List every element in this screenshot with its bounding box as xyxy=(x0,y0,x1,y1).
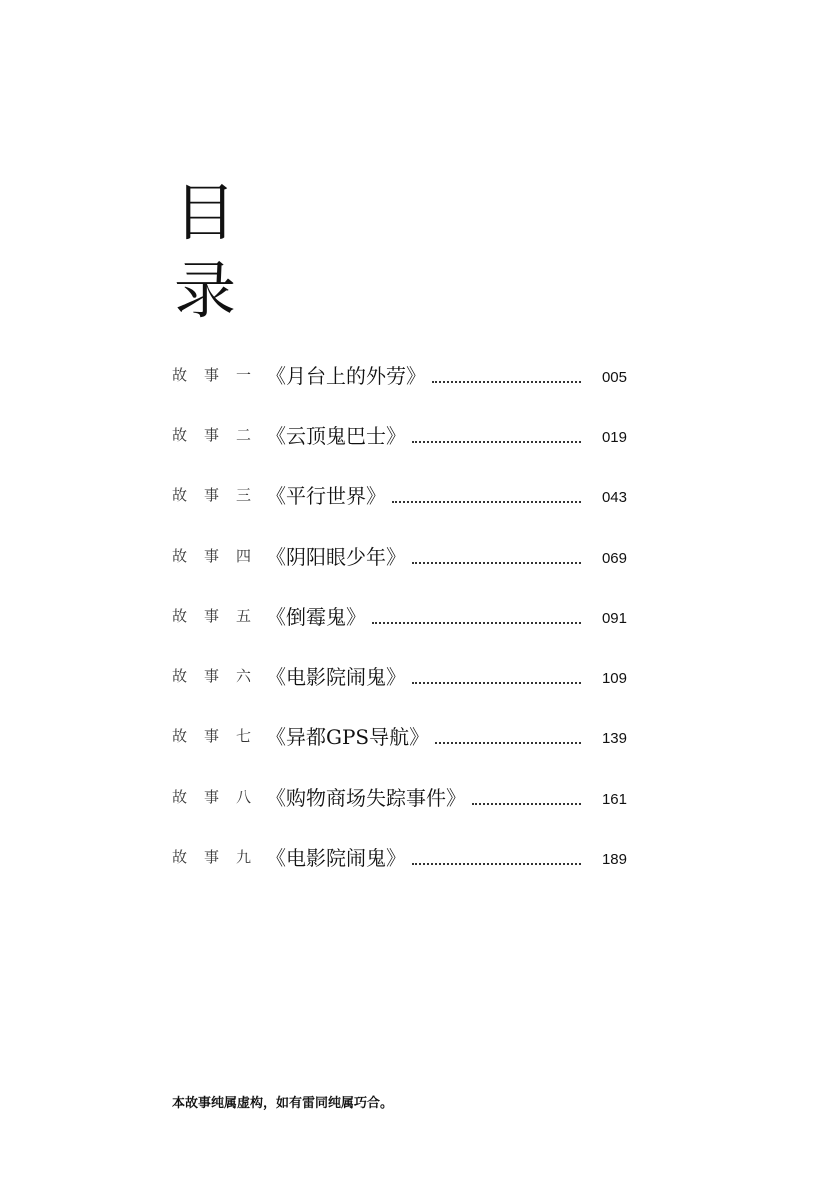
toc-entry[interactable] xyxy=(172,465,627,525)
story-label-char: 八 xyxy=(236,787,252,806)
story-number xyxy=(172,665,268,686)
story-label-char: 五 xyxy=(236,606,252,625)
story-label-char: 故 xyxy=(172,425,188,444)
story-label-char: 六 xyxy=(236,667,252,686)
page-number: 043 xyxy=(601,489,627,507)
story-label-char: 故 xyxy=(172,365,188,384)
story-label-char: 四 xyxy=(236,546,252,565)
story-label-char: 事 xyxy=(204,787,220,806)
story-number xyxy=(172,605,268,626)
story-title: 《购物商场失踪事件》 xyxy=(266,785,466,810)
story-label-char: 一 xyxy=(236,365,252,384)
toc-entry[interactable] xyxy=(172,344,627,404)
disclaimer-footnote: 本故事纯属虚构，如有雷同纯属巧合。 xyxy=(172,1096,394,1111)
story-label-char: 故 xyxy=(172,546,188,565)
story-label-char: 七 xyxy=(236,727,252,746)
dot-leader xyxy=(392,500,581,503)
story-number xyxy=(172,725,268,746)
story-title: 《电影院闹鬼》 xyxy=(266,665,406,690)
story-title: 《云顶鬼巴士》 xyxy=(266,423,406,448)
toc-entry[interactable] xyxy=(172,585,627,645)
story-label-char: 故 xyxy=(172,787,188,806)
dot-leader xyxy=(372,621,581,624)
story-label-char: 事 xyxy=(204,425,220,444)
story-label-char: 二 xyxy=(236,425,252,444)
story-label-char: 故 xyxy=(172,606,188,625)
story-label-char: 事 xyxy=(204,546,220,565)
story-title: 《平行世界》 xyxy=(266,484,386,509)
dot-leader xyxy=(472,802,581,805)
toc-entry[interactable] xyxy=(172,645,627,705)
story-title: 《阴阳眼少年》 xyxy=(266,544,406,569)
story-title: 《异都GPS导航》 xyxy=(266,725,430,750)
story-number xyxy=(172,484,268,505)
story-label-char: 故 xyxy=(172,486,188,505)
page-number: 161 xyxy=(601,790,627,808)
story-number xyxy=(172,424,268,445)
page-number: 139 xyxy=(601,730,627,748)
story-label-char: 事 xyxy=(204,606,220,625)
story-title: 《倒霉鬼》 xyxy=(266,604,366,629)
story-label-char: 九 xyxy=(236,848,252,867)
toc-entry[interactable] xyxy=(172,706,627,766)
story-number xyxy=(172,545,268,566)
story-number xyxy=(172,364,268,385)
toc-entry[interactable] xyxy=(172,525,627,585)
dot-leader xyxy=(435,741,581,744)
story-label-char: 三 xyxy=(236,486,252,505)
story-label-char: 事 xyxy=(204,667,220,686)
story-number xyxy=(172,786,268,807)
story-label-char: 故 xyxy=(172,667,188,686)
story-number xyxy=(172,846,268,867)
toc-entry[interactable] xyxy=(172,826,627,886)
toc-list xyxy=(172,344,627,887)
story-label-char: 故 xyxy=(172,727,188,746)
story-label-char: 故 xyxy=(172,848,188,867)
page-number: 005 xyxy=(601,368,627,386)
contents-heading-line2: 录 xyxy=(174,254,237,327)
dot-leader xyxy=(432,380,581,383)
toc-entry[interactable] xyxy=(172,766,627,826)
page-number: 189 xyxy=(601,851,627,869)
dot-leader xyxy=(412,862,581,865)
dot-leader xyxy=(412,440,581,443)
page-number: 069 xyxy=(601,549,627,567)
story-title: 《电影院闹鬼》 xyxy=(266,846,406,871)
story-label-char: 事 xyxy=(204,848,220,867)
page-number: 019 xyxy=(601,428,627,446)
dot-leader xyxy=(412,681,581,684)
contents-heading-line1: 目 xyxy=(174,176,237,249)
page-number: 109 xyxy=(601,670,627,688)
story-label-char: 事 xyxy=(204,486,220,505)
story-title: 《月台上的外劳》 xyxy=(266,363,426,388)
dot-leader xyxy=(412,561,581,564)
toc-entry[interactable] xyxy=(172,404,627,464)
page-number: 091 xyxy=(601,609,627,627)
story-label-char: 事 xyxy=(204,365,220,384)
story-label-char: 事 xyxy=(204,727,220,746)
